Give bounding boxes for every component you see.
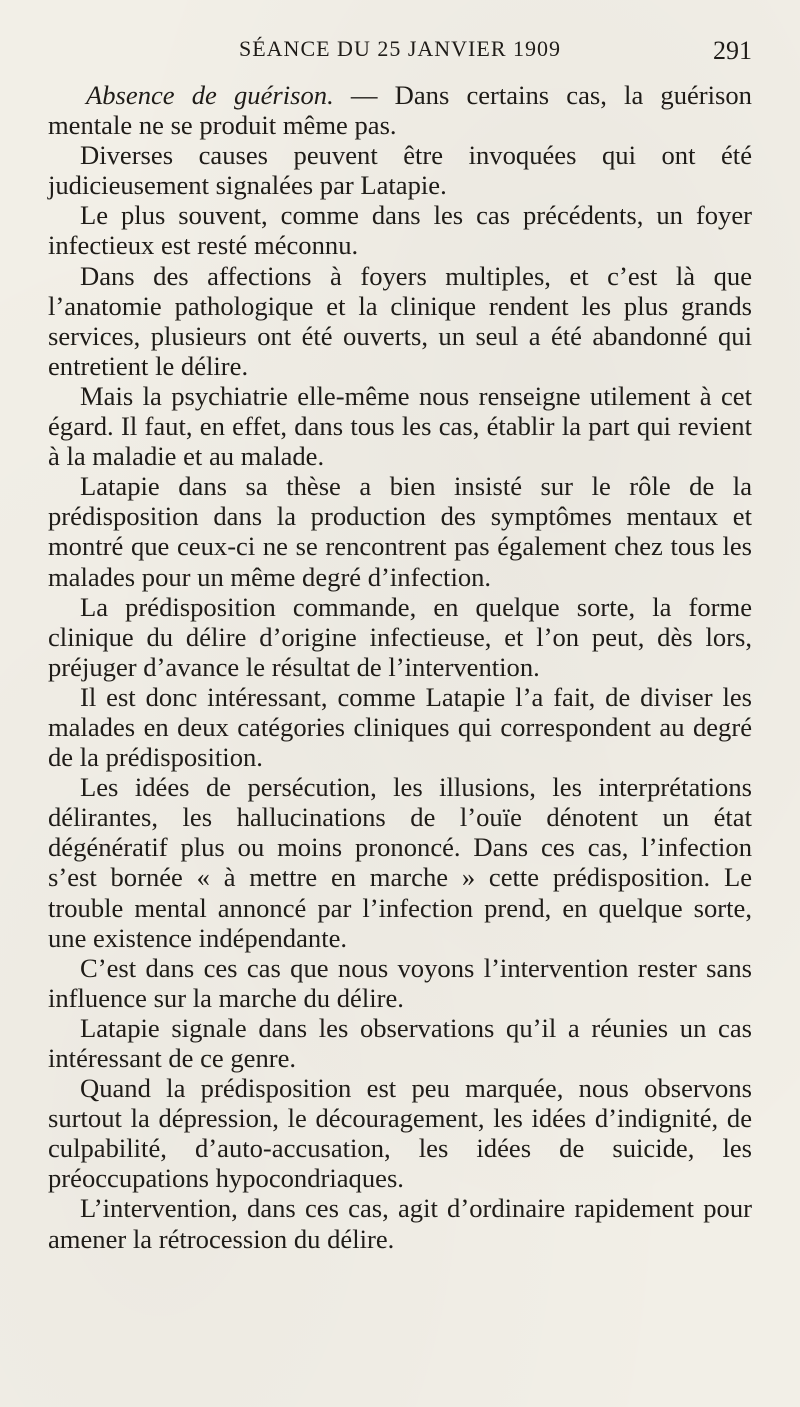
- paragraph: La prédisposition commande, en quelque sorte, la forme clinique du délire d’origine infectieuse, et l’on peut, dès lors, préjuger d’avance le résultat de l’intervention.: [48, 591, 752, 682]
- paragraph: C’est dans ces cas que nous voyons l’intervention rester sans influence sur la marche du délire.: [48, 952, 752, 1013]
- paragraph: Il est donc intéressant, comme Latapie l’a fait, de diviser les malades en deux catégories cliniques qui correspondent au degré de la prédisposition.: [48, 681, 752, 773]
- paragraph: L’intervention, dans ces cas, agit d’ordinaire rapidement pour amener la rétrocession du délire.: [48, 1193, 752, 1254]
- section-run-in-heading: Absence de guérison.: [86, 80, 334, 110]
- paragraph: Latapie signale dans les observations qu’il a réunies un cas intéressant de ce genre.: [48, 1012, 752, 1073]
- body-text: [48, 80, 752, 1254]
- running-head: SÉANCE DU 25 JANVIER 1909: [239, 36, 561, 61]
- paragraph: Latapie dans sa thèse a bien insisté sur le rôle de la prédisposition dans la production des symptômes mentaux et montré que ceux-ci ne se rencontrent pas également chez tous les malades pour un même degré d’infection.: [48, 471, 752, 592]
- paragraph-text: — Dans certains cas, la guérison mentale ne se produit même pas.: [48, 80, 752, 141]
- paragraph: Quand la prédisposition est peu marquée, nous observons surtout la dépression, le découragement, les idées d’indignité, de culpabilité, d’auto-accusation, les idées de suicide, les préoccupations hypocondriaques.: [48, 1073, 752, 1194]
- page-number: 291: [713, 36, 752, 65]
- paragraph: Dans des affections à foyers multiples, et c’est là que l’anatomie pathologique et la clinique rendent les plus grands services, plusieurs ont été ouverts, un seul a été abandonné qui entretient le délire.: [48, 260, 752, 381]
- paragraph: Le plus souvent, comme dans les cas précédents, un foyer infectieux est resté méconnu.: [48, 200, 752, 261]
- paragraph: Les idées de persécution, les illusions, les interprétations délirantes, les hallucinations de l’ouïe dénotent un état dégénératif plus ou moins prononcé. Dans ces cas, l’infection s’est bornée « à mettre en marche » cette prédisposition. Le trouble mental annoncé par l’infection prend, en quelque sorte, une existence indépendante.: [48, 772, 752, 953]
- paragraph-absence-de-guerison: [48, 80, 752, 140]
- paragraph: Diverses causes peuvent être invoquées qui ont été judicieusement signalées par Latapie.: [48, 140, 752, 201]
- paragraph: Mais la psychiatrie elle-même nous renseigne utilement à cet égard. Il faut, en effet, dans tous les cas, établir la part qui revient à la maladie et au malade.: [48, 380, 752, 472]
- page-header: [48, 36, 752, 72]
